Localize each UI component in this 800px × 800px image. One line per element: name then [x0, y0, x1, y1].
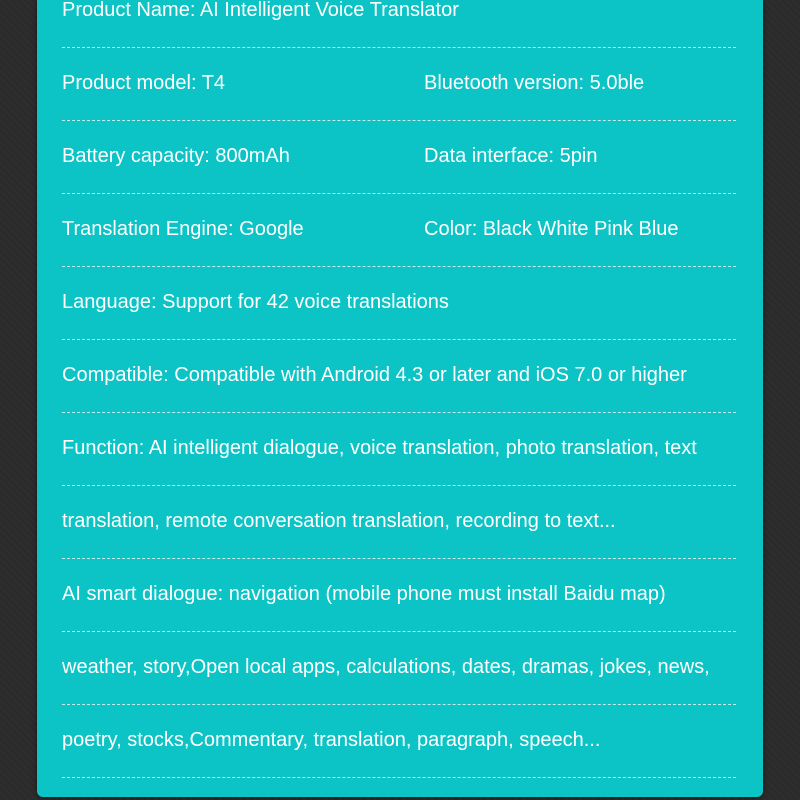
ai-dialogue-text-line-3: poetry, stocks,Commentary, translation, paragraph, speech...	[62, 729, 601, 751]
battery-capacity-text: Battery capacity: 800mAh	[62, 145, 290, 167]
product-name-text: Product Name: AI Intelligent Voice Translator	[62, 0, 459, 21]
spec-row	[62, 340, 736, 413]
spec-row	[62, 486, 736, 559]
spec-row	[62, 194, 736, 267]
spec-panel	[37, 0, 763, 797]
function-text-line-2: translation, remote conversation translation, recording to text...	[62, 510, 616, 532]
product-model-text: Product model: T4	[62, 72, 226, 94]
ai-dialogue-text-line-2: weather, story,Open local apps, calculations, dates, dramas, jokes, news,	[62, 656, 710, 678]
language-text: Language: Support for 42 voice translations	[62, 291, 449, 313]
spec-row	[62, 0, 736, 48]
spec-row	[62, 121, 736, 194]
spec-row	[62, 267, 736, 340]
spec-row	[62, 559, 736, 632]
spec-row	[62, 632, 736, 705]
function-text-line-1: Function: AI intelligent dialogue, voice translation, photo translation, text	[62, 437, 697, 459]
compatible-text: Compatible: Compatible with Android 4.3 or later and iOS 7.0 or higher	[62, 364, 687, 386]
spec-row	[62, 413, 736, 486]
ai-dialogue-text-line-1: AI smart dialogue: navigation (mobile phone must install Baidu map)	[62, 583, 666, 605]
translation-engine-text: Translation Engine: Google	[62, 218, 304, 240]
data-interface-text: Data interface: 5pin	[424, 145, 598, 167]
color-text: Color: Black White Pink Blue	[424, 218, 679, 240]
bluetooth-version-text: Bluetooth version: 5.0ble	[424, 72, 645, 94]
spec-row	[62, 705, 736, 778]
spec-row	[62, 48, 736, 121]
